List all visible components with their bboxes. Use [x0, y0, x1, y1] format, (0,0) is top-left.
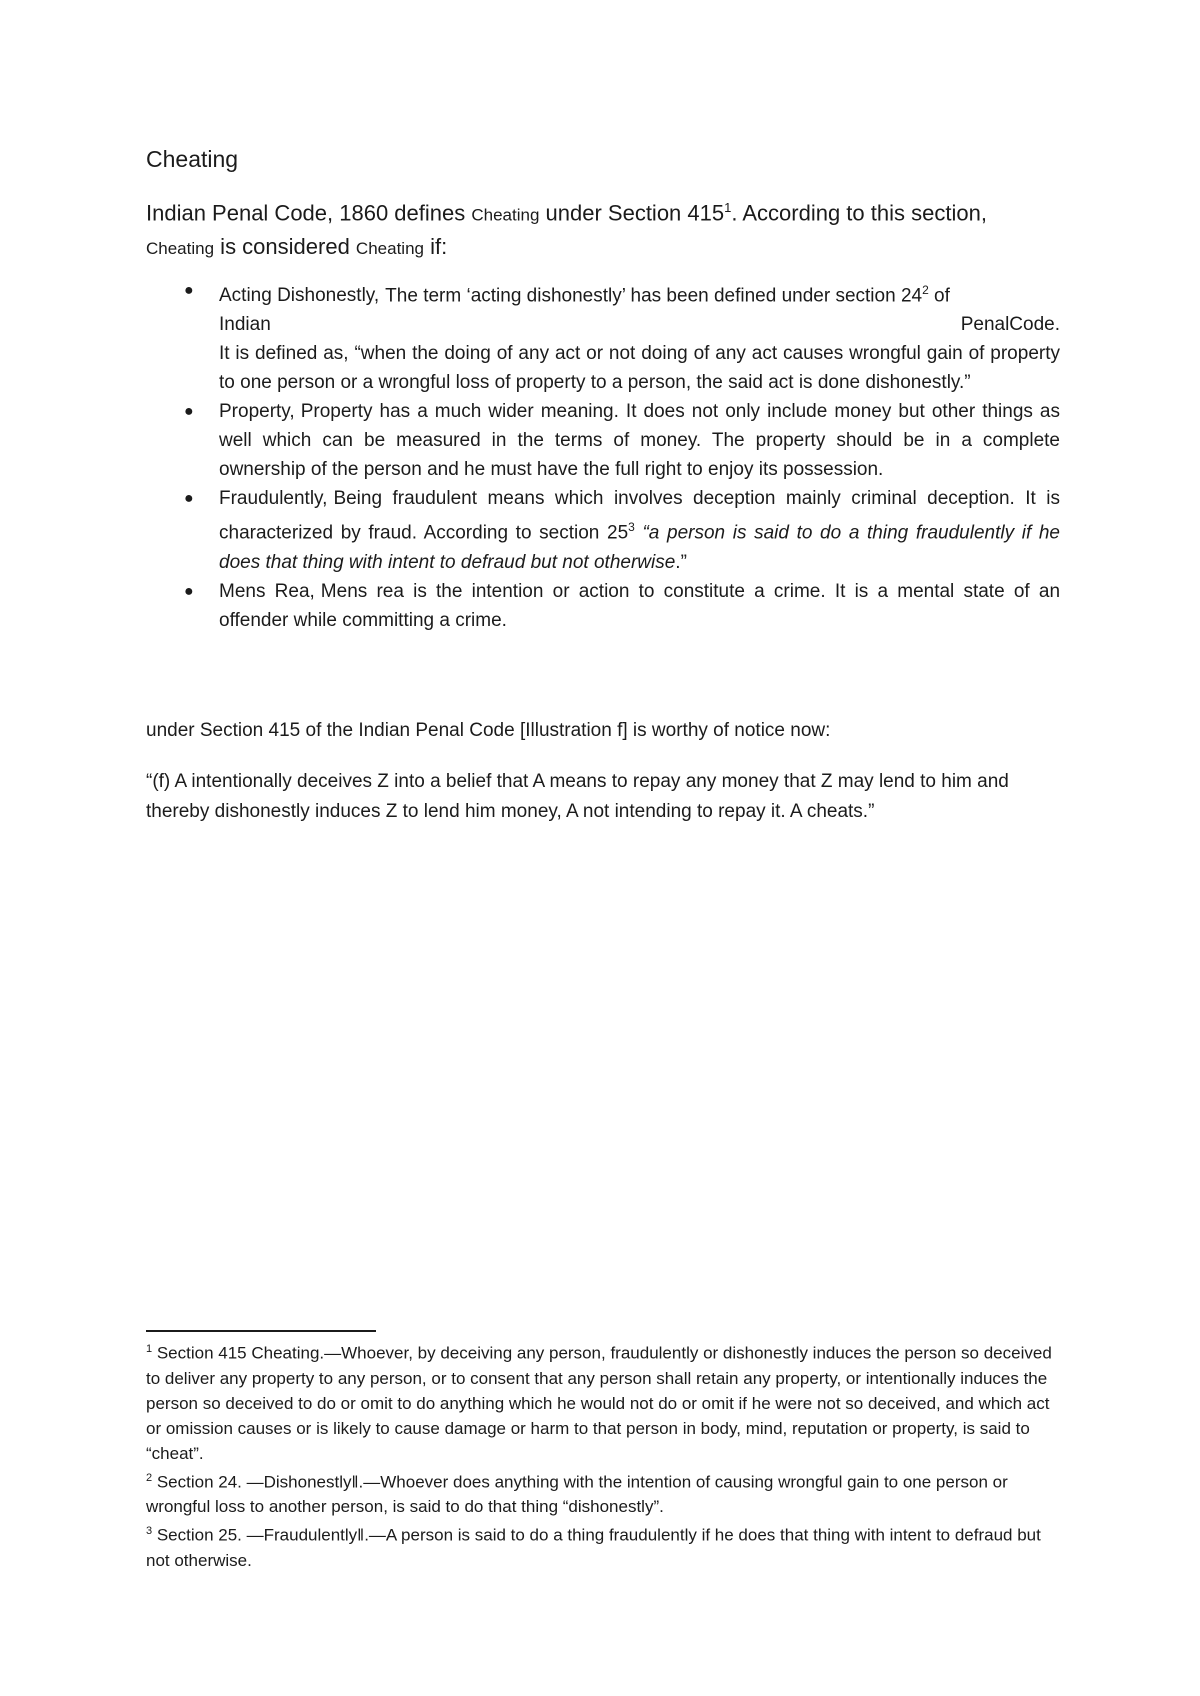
list-item-text: .”	[675, 551, 687, 573]
list-item-text: It is defined as, “when the doing of any act or not doing of any act causes wrongful gain of property to one person or a wrongful loss of property to a person, the said act is done dishonestly.”	[219, 343, 1060, 394]
intro-word-cheating: Cheating	[471, 205, 540, 225]
list-item-text: The term ‘acting dishonestly’ has been defined under section 24	[385, 285, 923, 307]
footnote-ref-3[interactable]: 3	[628, 520, 635, 535]
italic-quote: “a person is said to do a thing fraudulently if he does that thing with intent to defraud but not otherwise	[219, 522, 1060, 573]
intro-word-cheating: Cheating	[355, 239, 424, 259]
illustration-quote: “(f) A intentionally deceives Z into a belief that A means to repay any money that Z may lend to him and thereby dishonestly induces Z to lend him money, A not intending to repay it. A cheats.”	[146, 771, 1009, 822]
element-list	[146, 276, 1060, 635]
footnote-text: Section 24. —Dishonestly‖.—Whoever does anything with the intention of causing wrongful gain to one person or wrongful loss to another person, is said to do that thing “dishonestly”.	[146, 1472, 1008, 1517]
page-title: Cheating	[146, 146, 239, 172]
list-item-text: Being fraudulent means which involves deception mainly criminal deception. It is characterized by fraud. According to section 25	[219, 488, 1060, 544]
list-item-text: Property has a much wider meaning. It does not only include money but other things as well which can be measured in the terms of money. The property should be in a complete ownership of the person and he must have the full right to enjoy its possession.	[219, 401, 1060, 481]
list-item	[146, 577, 1060, 635]
footnote-text: Section 415 Cheating.—Whoever, by deceiving any person, fraudulently or dishonestly induces the person so deceived to deliver any property to any person, or to consent that any person shall retain any property, or intentionally induces the person so deceived to do or omit to do anything which he would not do or omit if he were not so deceived, and which act or omission causes or is likely to cause damage or harm to that person in body, mind, reputation or property, is said to “cheat”.	[146, 1343, 1052, 1463]
intro-text: under Section 415	[539, 200, 725, 226]
bullet-icon: ●	[184, 490, 194, 508]
footnote-number: 1	[146, 1343, 153, 1355]
list-item	[146, 276, 1060, 397]
list-item-term: Mens Rea,	[219, 580, 315, 602]
footnote-divider	[146, 1330, 376, 1332]
footnote	[146, 1519, 1060, 1573]
list-item-term: Acting Dishonestly,	[219, 285, 380, 307]
footnote-ref-2[interactable]: 2	[922, 283, 929, 297]
illustration-intro: under Section 415 of the Indian Penal Code [Illustration f] is worthy of notice now:	[146, 720, 831, 741]
list-item-text: of	[928, 285, 950, 307]
intro-text: if:	[423, 234, 448, 260]
bullet-icon: ●	[184, 403, 194, 421]
footnote-ref-1[interactable]: 1	[724, 200, 732, 215]
intro-word-cheating: Cheating	[146, 239, 215, 259]
justified-line	[219, 310, 1060, 339]
intro-text: . According to this section,	[731, 200, 987, 226]
intro-text: is considered	[214, 234, 356, 260]
footnote	[146, 1466, 1060, 1520]
intro-text: Indian Penal Code, 1860 defines	[146, 200, 472, 226]
list-item-text: PenalCode.	[960, 314, 1060, 336]
footnote-number: 3	[146, 1525, 153, 1538]
bullet-icon: ●	[184, 282, 194, 299]
footnotes	[146, 1337, 1060, 1573]
bullet-icon: ●	[184, 582, 194, 600]
footnote	[146, 1337, 1060, 1466]
list-item-text: Indian	[219, 314, 271, 336]
footnote-number: 2	[146, 1471, 153, 1484]
list-item-term: Property,	[219, 401, 295, 423]
list-item-term: Fraudulently,	[219, 488, 328, 510]
intro-paragraph	[146, 192, 1060, 265]
list-item	[146, 484, 1060, 576]
footnote-text: Section 25. —Fraudulently‖.—A person is said to do a thing fraudulently if he does that thing with intent to defraud but not otherwise.	[146, 1525, 1041, 1570]
list-item	[146, 397, 1060, 484]
list-item-text: Mens rea is the intention or action to constitute a crime. It is a mental state of an offender while committing a crime.	[219, 580, 1061, 631]
